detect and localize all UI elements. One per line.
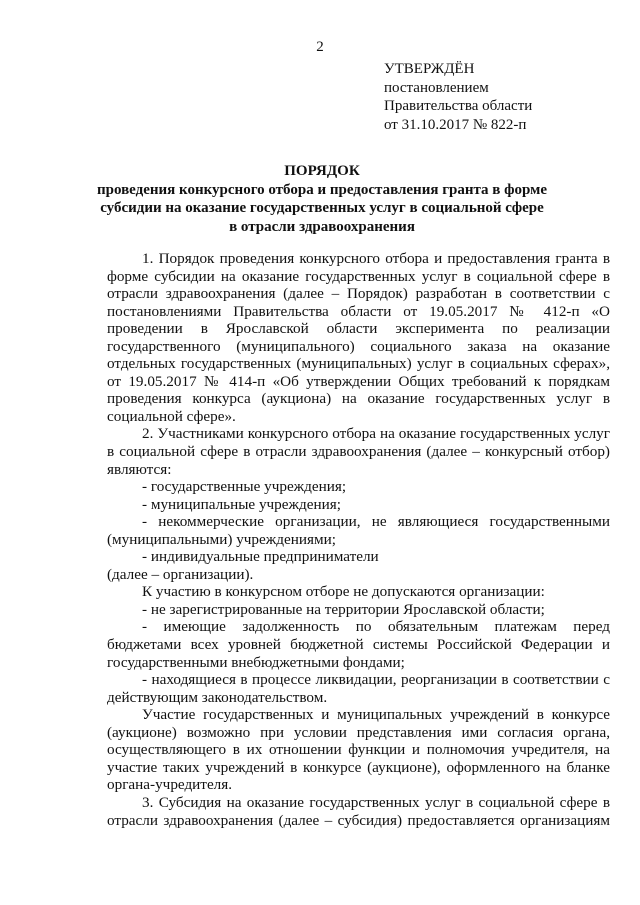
title-line: проведения конкурсного отбора и предоставления гранта в форме [96, 181, 548, 198]
paragraph-exclusions: К участию в конкурсном отборе не допускаются организации: [142, 583, 545, 601]
approval-stamp-block [384, 60, 532, 134]
paragraph-1: 1. Порядок проведения конкурсного отбора и предоставления гранта в форме субсидии на оказание государственных услуг в социальной сфере в отрасли здравоохранения (далее – Порядок) разработан в соответствии с постановлениями Правительства области от 19.05.2017 № 412-п «О проведении в Ярославской области эксперимента по реализации государственного (муниципального) социального заказа на оказание отдельных государственных (муниципальных) услуг в социальных сферах», от 19.05.2017 № 414-п «Об утверждении Общих требований к порядкам проведения конкурса (аукциона) на оказание государственных услуг в социальной сфере». [107, 250, 610, 425]
title-line: в отрасли здравоохранения [229, 218, 415, 235]
title-heading: ПОРЯДОК [284, 163, 360, 179]
list-item: - некоммерческие организации, не являющиеся государственными (муниципальными) учреждениями; [107, 513, 610, 548]
list-item: - имеющие задолженность по обязательным платежам перед бюджетами всех уровней бюджетной системы Российской Федерации и государственными внебюджетными фондами; [107, 618, 610, 671]
list-item: - не зарегистрированные на территории Ярославской области; [142, 600, 545, 618]
approval-line: постановлением [384, 79, 489, 96]
paragraph-participation: Участие государственных и муниципальных учреждений в конкурсе (аукционе) возможно при условии представления ими согласия органа, осуществляющего в их отношении функции и полномочия учредителя, на участие таких учреждений в конкурсе (аукционе), оформленного на бланке органа-учредителя. [107, 706, 610, 794]
title-line: субсидии на оказание государственных услуг в социальной сфере [100, 200, 544, 216]
paragraph-3: 3. Субсидия на оказание государственных услуг в социальной сфере в отрасли здравоохранения (далее – субсидия) предоставляется организациям [107, 793, 610, 829]
list-item: - индивидуальные предприниматели [142, 548, 379, 566]
list-item: - государственные учреждения; [142, 478, 347, 496]
list-item: - муниципальные учреждения; [142, 495, 341, 513]
document-title [96, 162, 548, 236]
approval-heading: УТВЕРЖДЁН [384, 61, 475, 77]
approval-line: Правительства области [384, 98, 533, 114]
approval-date-line: от 31.10.2017 № 822-п [384, 116, 527, 133]
list-item: - находящиеся в процессе ликвидации, реорганизации в соответствии с действующим законодательством. [107, 671, 610, 706]
page-number: 2 [316, 39, 324, 55]
list-end: (далее – организации). [107, 565, 254, 583]
paragraph-2: 2. Участниками конкурсного отбора на оказание государственных услуг в социальной сфере в отрасли здравоохранения (далее – конкурсный отбор) являются: [107, 425, 610, 478]
document-body [107, 250, 610, 829]
